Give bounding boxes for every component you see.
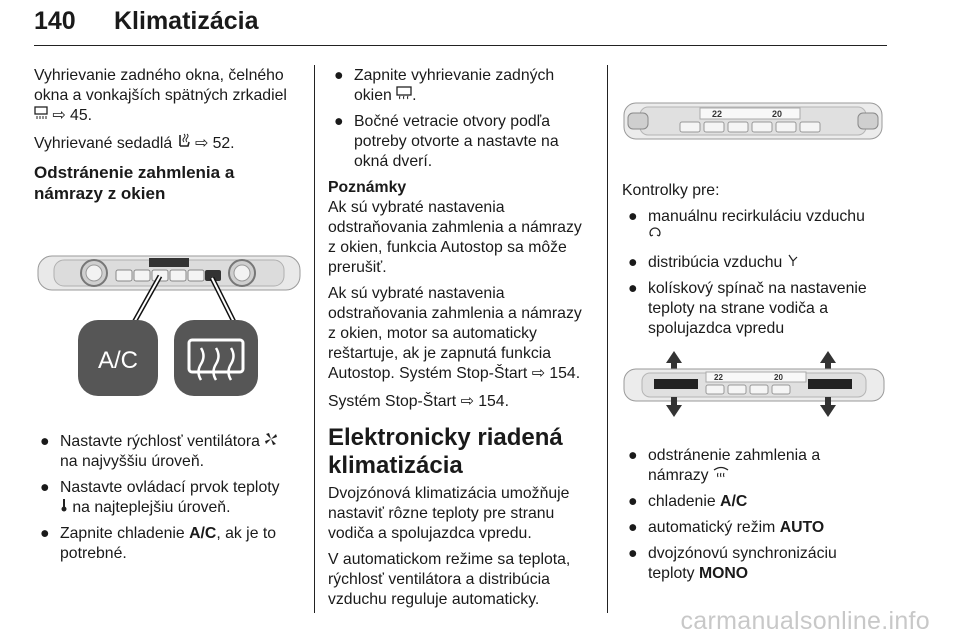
list-item: ● Zapnite chladenie A/C, ak je to — [40, 525, 277, 542]
paragraph: V automatickom režime sa teplota, — [328, 551, 571, 568]
paragraph: vodiča a spolujazdca vpredu. — [328, 525, 532, 542]
list-item: ● Nastavte ovládací prvok teploty — [40, 479, 280, 496]
list-item: teploty MONO — [648, 565, 749, 582]
note-text: reštartuje, ak je zapnutá funkcia — [328, 345, 552, 362]
column-2 — [328, 66, 600, 610]
ref-arrow-icon: ⇨ — [460, 393, 474, 410]
ref-arrow-icon: ⇨ — [531, 365, 545, 382]
note-text: prerušiť. — [328, 259, 387, 276]
note-text: z okien, funkcia Autostop sa môže — [328, 239, 567, 256]
page-reference[interactable]: 52. — [212, 135, 235, 152]
temperature-rocker-figure — [622, 349, 886, 419]
watermark: carmanualsonline.info — [680, 607, 930, 635]
windshield-defrost-icon — [713, 466, 729, 480]
note-text: odstraňovania zahmlenia a námrazy — [328, 219, 582, 236]
note-text: odstraňovania zahmlenia a námrazy — [328, 305, 582, 322]
list-item: okien . — [354, 87, 417, 104]
list-item: ● automatický režim AUTO — [628, 519, 825, 536]
list-item: teploty na strane vodiča a — [648, 300, 829, 317]
list-item: ● chladenie A/C — [628, 493, 748, 510]
air-distribution-icon — [787, 253, 799, 267]
list-item: ● distribúcia vzduchu — [622, 253, 892, 273]
page-reference[interactable]: 45. — [70, 107, 92, 124]
column-1 — [34, 66, 304, 562]
note-text: z okien, motor sa automaticky — [328, 325, 537, 342]
list-item: ● Nastavte rýchlosť ventilátora — [34, 432, 304, 452]
list-item: ● Bočné vetracie otvory podľa — [334, 113, 551, 130]
ref-arrow-icon: ⇨ — [194, 135, 209, 152]
ref-arrow-icon: ⇨ — [52, 107, 66, 124]
recirculation-icon — [648, 227, 662, 241]
left-temp-readout: 22 — [714, 373, 723, 382]
note-text: Ak sú vybraté nastavenia — [328, 199, 505, 216]
climate-panel-figure — [622, 101, 884, 141]
right-temp-readout: 20 — [772, 109, 783, 119]
list-item: ● Zapnite vyhrievanie zadných — [334, 67, 555, 84]
paragraph: Vyhrievanie zadného okna, čelného — [34, 67, 284, 84]
list-item: spolujazdca vpredu — [648, 320, 785, 337]
paragraph: Systém Stop-Štart ⇨ 154. — [328, 393, 509, 410]
paragraph: okna a vonkajších spätných zrkadiel — [34, 87, 287, 104]
section-heading: Elektronicky riadená — [328, 424, 563, 451]
list-item: potreby otvorte a nastavte na — [354, 133, 559, 150]
seat-heater-icon — [177, 132, 191, 148]
paragraph: vzduchu reguluje automaticky. — [328, 591, 540, 608]
list-item: na najvyššiu úroveň. — [60, 453, 205, 470]
heated-mirror-icon — [34, 106, 48, 120]
paragraph: Vyhrievané sedadlá ⇨ 52. — [34, 132, 304, 154]
list-item: námrazy — [622, 466, 892, 486]
list-item — [622, 227, 892, 247]
list-item: potrebné. — [60, 545, 127, 562]
header-rule — [34, 45, 887, 46]
right-temp-readout: 20 — [774, 373, 783, 382]
section-heading: námrazy z okien — [34, 184, 166, 203]
page-reference[interactable]: 154. — [549, 365, 581, 382]
list-item: ● odstránenie zahmlenia a — [628, 447, 821, 464]
list-item: ● manuálnu recirkuláciu vzduchu — [628, 208, 865, 225]
temperature-icon — [60, 498, 68, 512]
column-divider-1 — [314, 65, 315, 613]
section-heading: klimatizácia — [328, 452, 463, 479]
list-item: ● dvojzónovú synchronizáciu — [628, 545, 837, 562]
rear-window-heater-icon — [396, 86, 412, 100]
fan-icon — [264, 432, 278, 446]
left-temp-readout: 22 — [712, 109, 723, 119]
column-divider-2 — [607, 65, 608, 613]
note-title: Poznámky — [328, 179, 407, 196]
paragraph: nastaviť rôzne teploty pre stranu — [328, 505, 555, 522]
note-text: Ak sú vybraté nastavenia — [328, 285, 505, 302]
paragraph: rýchlosť ventilátora a distribúcia — [328, 571, 550, 588]
page-number: 140 — [34, 7, 76, 35]
ac-defrost-figure — [34, 248, 304, 398]
list-item: okná dverí. — [354, 153, 433, 170]
paragraph — [34, 106, 304, 126]
section-heading: Odstránenie zahmlenia a — [34, 163, 235, 182]
page-reference[interactable]: 154. — [478, 393, 509, 410]
paragraph: Dvojzónová klimatizácia umožňuje — [328, 485, 570, 502]
page-title: Klimatizácia — [114, 7, 259, 35]
note-text: Autostop. Systém Stop-Štart ⇨ 154. — [328, 365, 581, 382]
page-header — [34, 5, 887, 45]
list-item: na najteplejšiu úroveň. — [34, 498, 304, 518]
list-item: ● kolískový spínač na nastavenie — [628, 280, 867, 297]
paragraph: Kontrolky pre: — [622, 182, 720, 199]
ac-button-label: A/C — [97, 347, 139, 374]
